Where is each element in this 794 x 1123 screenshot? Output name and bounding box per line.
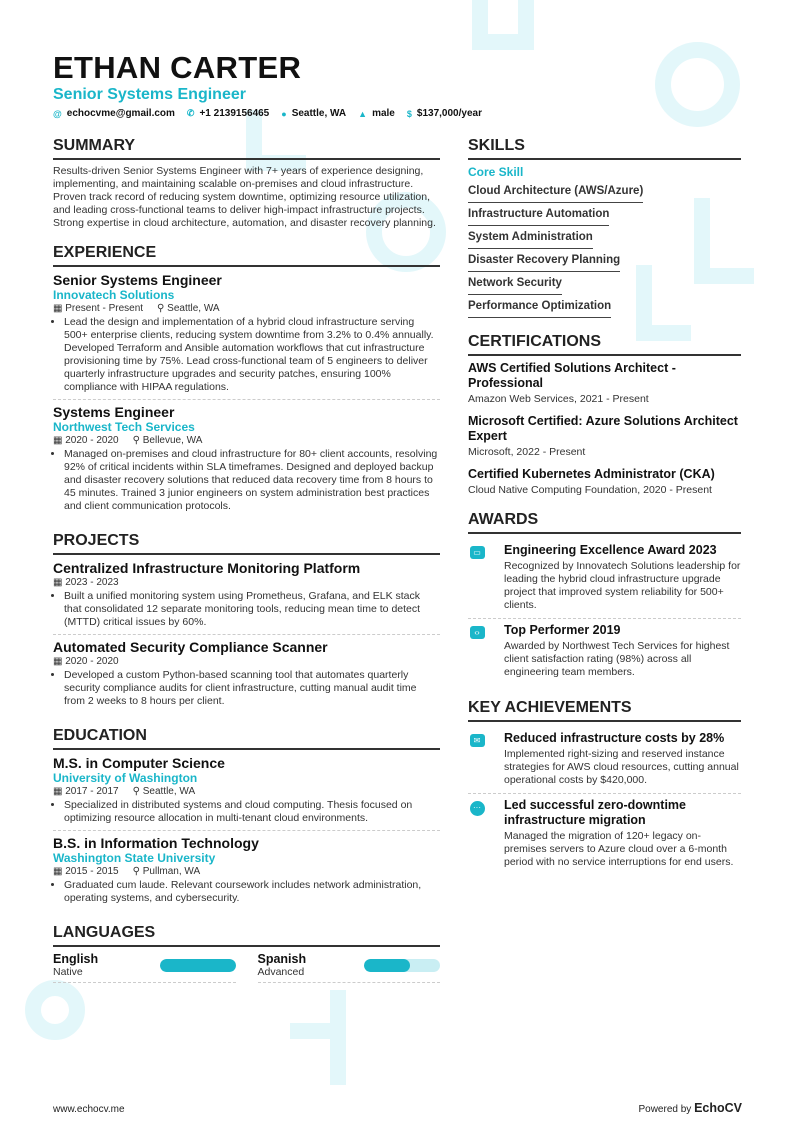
proficiency-bar bbox=[364, 959, 440, 972]
cert-title: Microsoft Certified: Azure Solutions Architect Expert bbox=[468, 414, 738, 443]
dates: ▦ 2017 - 2017 bbox=[53, 786, 119, 797]
person-icon: ▲ bbox=[358, 108, 368, 119]
calendar-icon: ▦ bbox=[53, 303, 66, 314]
job-title: Senior Systems Engineer bbox=[53, 272, 222, 288]
section-heading: EXPERIENCE bbox=[53, 244, 440, 267]
calendar-icon: ▦ bbox=[53, 435, 66, 446]
calendar-icon: ▦ bbox=[53, 866, 66, 877]
cert-issuer: Cloud Native Computing Foundation, 2020 - Present bbox=[468, 484, 712, 496]
achievement-item bbox=[468, 794, 741, 875]
proficiency-fill bbox=[160, 959, 236, 972]
achievement-title: Led successful zero-downtime infrastructure migration bbox=[504, 798, 686, 827]
language-item bbox=[53, 952, 236, 983]
skill-item: Performance Optimization bbox=[468, 297, 611, 318]
certification-item bbox=[468, 467, 741, 497]
section-heading: SKILLS bbox=[468, 137, 741, 160]
salary-icon: $ bbox=[406, 108, 412, 119]
candidate-title: Senior Systems Engineer bbox=[53, 86, 246, 103]
left-column bbox=[53, 137, 440, 997]
project-title: Centralized Infrastructure Monitoring Platform bbox=[53, 560, 361, 576]
skill-item: Disaster Recovery Planning bbox=[468, 251, 620, 272]
certification-item bbox=[468, 414, 741, 459]
award-desc: Recognized by Innovatech Solutions leadership for leading the hybrid cloud infrastructure upgrade project that improved system reliability for 500+ clients. bbox=[504, 560, 741, 611]
cert-issuer: Microsoft, 2022 - Present bbox=[468, 446, 586, 458]
bullet: • Lead the design and implementation of a hybrid cloud infrastructure serving 500+ enterprise clients, reducing system downtime from 3.2% to 0.4% annually. Developed Terraform and Ansible automation workflows that cut infrastructure provisioning time by 75%. Lead cross-functional team of 5 engineers to deliver quarterly infrastructure upgrades and security patches, ensuring 100% compliance with HIPAA regulations. bbox=[64, 316, 440, 394]
certifications-section bbox=[468, 333, 741, 497]
right-column bbox=[468, 137, 741, 889]
project-item bbox=[53, 560, 440, 635]
skill-item: Infrastructure Automation bbox=[468, 205, 609, 226]
award-title: Top Performer 2019 bbox=[504, 623, 621, 637]
dates: ▦ 2015 - 2015 bbox=[53, 866, 119, 877]
project-item bbox=[53, 639, 440, 713]
proficiency-fill bbox=[364, 959, 410, 972]
location: ⚲ Seattle, WA bbox=[157, 303, 220, 314]
degree: M.S. in Computer Science bbox=[53, 755, 225, 771]
bullet: • Graduated cum laude. Relevant coursework includes network administration, operating systems, and cybersecurity. bbox=[64, 879, 440, 905]
skill-item: Cloud Architecture (AWS/Azure) bbox=[468, 182, 643, 203]
cert-issuer: Amazon Web Services, 2021 - Present bbox=[468, 393, 649, 405]
cert-title: Certified Kubernetes Administrator (CKA) bbox=[468, 467, 715, 481]
at-icon: @ bbox=[53, 108, 62, 119]
candidate-name: ETHAN CARTER bbox=[53, 50, 302, 85]
archive-icon: ▭ bbox=[470, 546, 485, 559]
section-heading: LANGUAGES bbox=[53, 924, 440, 947]
company: Innovatech Solutions bbox=[53, 288, 175, 302]
experience-section bbox=[53, 244, 440, 518]
contact-text: male bbox=[372, 108, 395, 119]
location-icon: ⚲ bbox=[132, 866, 143, 877]
location: ⚲ Bellevue, WA bbox=[132, 435, 203, 446]
achievements-section bbox=[468, 699, 741, 875]
footer-website[interactable]: www.echocv.me bbox=[53, 1104, 125, 1115]
skills-section bbox=[468, 137, 741, 319]
contact-salary bbox=[407, 108, 482, 119]
cert-title: AWS Certified Solutions Architect - Professional bbox=[468, 361, 676, 390]
location: ⚲ Pullman, WA bbox=[132, 866, 201, 877]
language-name: Spanish bbox=[257, 952, 307, 966]
education-item bbox=[53, 755, 440, 831]
contact-bar bbox=[53, 108, 482, 119]
section-heading: AWARDS bbox=[468, 511, 741, 534]
proficiency-bar bbox=[160, 959, 236, 972]
skill-item: System Administration bbox=[468, 228, 593, 249]
dates: ▦ 2020 - 2020 bbox=[53, 435, 119, 446]
dates: ▦ 2023 - 2023 bbox=[53, 577, 119, 588]
section-heading: CERTIFICATIONS bbox=[468, 333, 741, 356]
award-desc: Awarded by Northwest Tech Services for highest client satisfaction rating (98%) across all engineering team members. bbox=[504, 640, 730, 678]
location: ⚲ Seattle, WA bbox=[132, 786, 196, 797]
section-heading: KEY ACHIEVEMENTS bbox=[468, 699, 741, 722]
bullet: • Built a unified monitoring system using Prometheus, Grafana, and ELK stack that consolidated 12 separate monitoring tools, reducing mean time to detect (MTTD) critical issues by 60%. bbox=[64, 590, 440, 629]
decor-shape bbox=[518, 0, 534, 50]
award-item bbox=[468, 539, 741, 619]
award-item bbox=[468, 619, 741, 685]
achievement-desc: Implemented right-sizing and reserved instance strategies for AWS cloud resources, cutting annual operational costs by $420,000. bbox=[504, 748, 739, 786]
contact-text: $137,000/year bbox=[416, 108, 482, 119]
location-icon: ⚲ bbox=[157, 303, 168, 314]
job-title: Systems Engineer bbox=[53, 404, 175, 420]
more-icon: ··· bbox=[470, 801, 485, 816]
location-icon: ● bbox=[281, 108, 287, 119]
project-title: Automated Security Compliance Scanner bbox=[53, 639, 328, 655]
calendar-icon: ▦ bbox=[53, 786, 66, 797]
contact-text: echocvme@gmail.com bbox=[66, 108, 175, 119]
achievement-item bbox=[468, 727, 741, 794]
certification-item bbox=[468, 361, 741, 406]
dates: ▦ Present - Present bbox=[53, 303, 144, 314]
language-level: Advanced bbox=[257, 966, 305, 978]
dates: ▦ 2020 - 2020 bbox=[53, 656, 119, 667]
languages-section bbox=[53, 924, 440, 983]
calendar-icon: ▦ bbox=[53, 577, 66, 588]
decor-shape bbox=[290, 1023, 346, 1039]
section-heading: SUMMARY bbox=[53, 137, 440, 160]
phone-icon: ✆ bbox=[186, 108, 195, 118]
contact-gender bbox=[358, 108, 395, 119]
location-icon: ⚲ bbox=[132, 435, 143, 446]
contact-text: Seattle, WA bbox=[291, 108, 347, 119]
location-icon: ⚲ bbox=[132, 786, 143, 797]
skill-item: Network Security bbox=[468, 274, 562, 295]
bullet: • Managed on-premises and cloud infrastructure for 80+ client accounts, resolving 92% of critical incidents within SLA timeframes. Designed and deployed backup and disaster recovery solutions that reduced data recovery time from 8 hours to 45 minutes. Trained 3 junior engineers on system administration best practices and client communication protocols. bbox=[64, 448, 440, 513]
section-heading: PROJECTS bbox=[53, 532, 440, 555]
awards-section bbox=[468, 511, 741, 685]
language-item bbox=[258, 952, 441, 983]
section-heading: EDUCATION bbox=[53, 727, 440, 750]
language-level: Native bbox=[53, 966, 83, 978]
contact-text: +1 2139156465 bbox=[199, 108, 270, 119]
bullet: • Specialized in distributed systems and cloud computing. Thesis focused on optimizing resource allocation in multi-tenant cloud environments. bbox=[64, 799, 440, 825]
contact-location bbox=[281, 108, 346, 119]
experience-item bbox=[53, 272, 440, 400]
contact-email[interactable] bbox=[53, 108, 175, 119]
school: University of Washington bbox=[53, 771, 198, 785]
summary-text: Results-driven Senior Systems Engineer with 7+ years of experience designing, implementing, and maintaining scalable on-premises and cloud infrastructure. Proven track record of reducing system downtime, optimizing resource utilization, and leading cross-functional teams to deliver high-impact infrastructure projects. Strong expertise in cloud architecture, automation, and disaster recovery planning. bbox=[53, 165, 436, 229]
projects-section bbox=[53, 532, 440, 713]
envelope-icon: ✉ bbox=[470, 734, 485, 747]
summary-section bbox=[53, 137, 440, 230]
achievement-title: Reduced infrastructure costs by 28% bbox=[504, 731, 725, 745]
school: Washington State University bbox=[53, 851, 216, 865]
bullet: • Developed a custom Python-based scanning tool that automates quarterly security compliance audits for client infrastructure, cutting manual audit time from 2 weeks to 8 hours per client. bbox=[64, 669, 440, 708]
calendar-icon: ▦ bbox=[53, 656, 66, 667]
brand-logo: EchoCV bbox=[694, 1101, 742, 1115]
education-item bbox=[53, 835, 440, 910]
skills-subheading: Core Skill bbox=[468, 165, 524, 179]
footer-powered: Powered by EchoCV bbox=[638, 1101, 742, 1115]
language-name: English bbox=[53, 952, 99, 966]
company: Northwest Tech Services bbox=[53, 420, 195, 434]
achievement-desc: Managed the migration of 120+ legacy on-premises servers to Azure cloud over a 6-month period with no service interruptions for end users. bbox=[504, 830, 734, 868]
degree: B.S. in Information Technology bbox=[53, 835, 259, 851]
decor-shape bbox=[655, 42, 740, 127]
contact-phone[interactable] bbox=[187, 108, 269, 119]
experience-item bbox=[53, 404, 440, 518]
code-icon: ‹› bbox=[470, 626, 485, 639]
education-section bbox=[53, 727, 440, 910]
award-title: Engineering Excellence Award 2023 bbox=[504, 543, 717, 557]
